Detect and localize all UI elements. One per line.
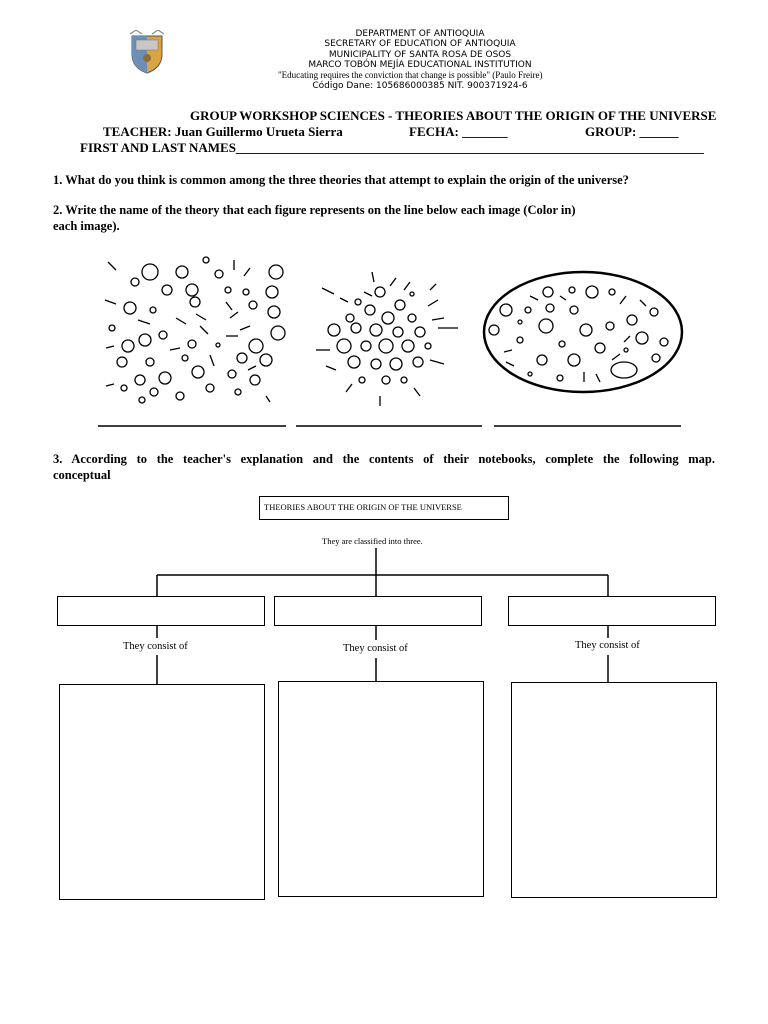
question-3-line1: 3. According to the teacher's explanation and the contents of their notebooks, complete the following map. <box>53 452 715 466</box>
consist-of-label-3: They consist of <box>575 640 640 651</box>
question-2-line2: each image). <box>53 219 120 233</box>
workshop-title: GROUP WORKSHOP SCIENCES - THEORIES ABOUT THE ORIGIN OF THE UNIVERSE <box>190 108 717 123</box>
theory-description-box-1[interactable] <box>59 684 265 900</box>
theory-description-box-2[interactable] <box>278 681 484 897</box>
theory-name-box-3[interactable] <box>508 596 716 626</box>
theory-description-box-3[interactable] <box>511 682 717 898</box>
concept-map-root-label: THEORIES ABOUT THE ORIGIN OF THE UNIVERSE <box>264 502 462 512</box>
header-code: Código Dane: 105686000385 NIT. 900371924-6 <box>312 81 528 91</box>
student-names-field: FIRST AND LAST NAMES________________________________________________________________________ <box>80 140 704 155</box>
oscillating-universe-illustration <box>484 272 682 392</box>
date-field: FECHA: _______ <box>409 124 508 139</box>
header-institution: MARCO TOBÓN MEJÍA EDUCATIONAL INSTITUTION <box>308 60 532 70</box>
consist-of-label-1: They consist of <box>123 641 188 652</box>
concept-map-root <box>259 496 509 520</box>
question-2-line1: 2. Write the name of the theory that each figure represents on the line below each image (Color in) <box>53 203 576 217</box>
header-municipality: MUNICIPALITY OF SANTA ROSA DE OSOS <box>328 50 512 60</box>
group-field: GROUP: ______ <box>585 124 679 139</box>
question-3-line2: conceptual <box>53 468 111 482</box>
header-department: DEPARTMENT OF ANTIOQUIA <box>355 29 485 39</box>
concept-map-classifier-text: They are classified into three. <box>322 536 423 546</box>
consist-of-label-2: They consist of <box>343 643 408 654</box>
theory-name-box-1[interactable] <box>57 596 265 626</box>
steady-state-illustration <box>316 272 458 406</box>
big-bang-illustration <box>105 257 285 403</box>
question-1: 1. What do you think is common among the three theories that attempt to explain the origin of the universe? <box>53 173 629 187</box>
header-secretary: SECRETARY OF EDUCATION OF ANTIOQUIA <box>324 39 516 49</box>
institution-crest-icon <box>128 30 166 74</box>
header-quote: "Educating requires the conviction that change is possible" (Paulo Freire) <box>278 70 543 80</box>
theory-name-box-2[interactable] <box>274 596 482 626</box>
teacher-name: TEACHER: Juan Guillermo Urueta Sierra <box>103 124 343 139</box>
